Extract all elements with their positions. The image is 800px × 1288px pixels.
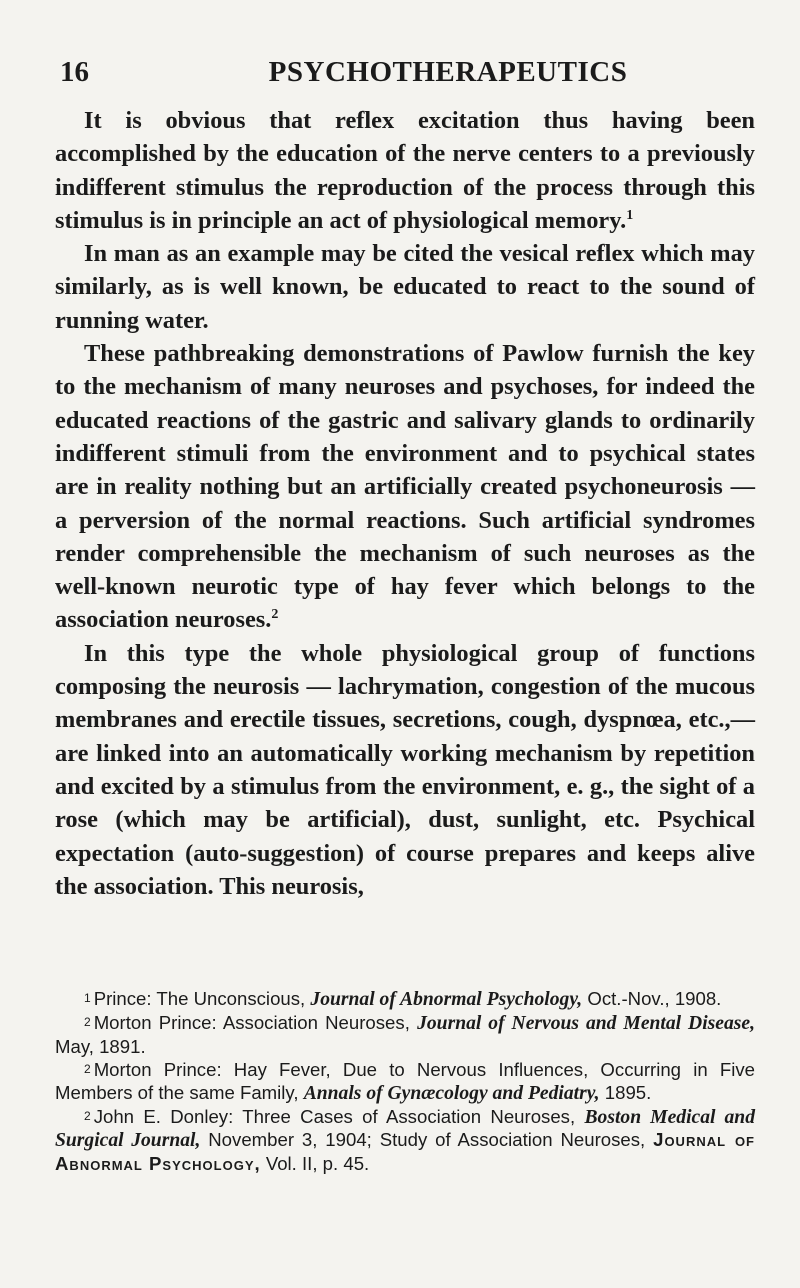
footnote-text: John E. Donley: Three Cases of Association Neuroses, xyxy=(93,1106,585,1128)
footnote xyxy=(55,1058,755,1105)
footnote-journal: Journal of Nervous and Mental Disease, xyxy=(417,1013,755,1035)
footnote-text: May, 1891. xyxy=(55,1035,146,1057)
footnote-text: Morton Prince: Association Neuroses, xyxy=(93,1012,418,1034)
footnotes xyxy=(55,987,755,1175)
paragraph xyxy=(55,337,755,637)
paragraph-text: It is obvious that reflex excitation thus having been accomplished by the education of the nerve centers to a previously indifferent stimulus the reproduction of the process through this stimulus is in principle an act of physiological memory. xyxy=(55,107,755,234)
footnote-text: Morton Prince: Hay Fever, Due to Nervous Influences, Occurring in Five Members of the same Family, xyxy=(55,1059,755,1103)
page-number: 16 xyxy=(60,56,89,88)
paragraph-text: These pathbreaking demonstrations of Pawlow furnish the key to the mechanism of many neuroses and psychoses, for indeed the educated reactions of the gastric and salivary glands to ordinarily indifferent stimuli from the environment and to psychical states are in reality nothing but an artificially created psychoneurosis — a perversion of the normal reactions. Such artificial syndromes render comprehensible the mechanism of such neuroses as the well-known neurotic type of hay fever which belongs to the association neuroses. xyxy=(55,340,755,634)
paragraph xyxy=(55,237,755,337)
footnote-text: November 3, 1904; Study of Association Neuroses, xyxy=(200,1129,654,1151)
footnote-ref: 1 xyxy=(626,207,634,223)
footnote-text: Vol. II, p. 45. xyxy=(260,1152,370,1174)
footnote-journal: Annals of Gynæcology and Pediatry, xyxy=(303,1082,600,1104)
paragraph-text: In man as an example may be cited the vesical reflex which may similarly, as is well known, be educated to react to the sound of running water. xyxy=(55,240,755,334)
footnote xyxy=(55,1011,755,1058)
footnote-text: Prince: The Unconscious, xyxy=(93,988,311,1009)
paragraph xyxy=(55,104,755,237)
footnote-journal: Boston Medical and Surgical Journal, xyxy=(55,1107,755,1152)
footnote-ref: 2 xyxy=(271,607,279,623)
footnote-text: 1895. xyxy=(599,1081,652,1103)
footnote-mark: 2 xyxy=(84,1109,91,1124)
paragraph-text: In this type the whole physiological group of functions composing the neurosis — lachrymation, congestion of the mucous membranes and erectile tissues, secretions, cough, dyspnœa, etc.,— are linked into an automatically working mechanism by repetition and excited by a stimulus from the environment, e. g., the sight of a rose (which may be artificial), dust, sunlight, etc. Psychical expectation (auto-suggestion) of course prepares and keeps alive the association. This neurosis, xyxy=(55,639,755,900)
footnote-mark: 2 xyxy=(84,1015,91,1030)
footnote-mark: 1 xyxy=(84,991,91,1005)
running-title: PSYCHOTHERAPEUTICS xyxy=(268,56,628,88)
footnote-text: Oct.-Nov., 1908. xyxy=(582,988,722,1009)
paragraph xyxy=(55,637,755,903)
page-header xyxy=(60,56,760,96)
footnote xyxy=(55,987,755,1011)
footnote xyxy=(55,1105,755,1175)
footnote-mark: 2 xyxy=(84,1062,91,1077)
body-text xyxy=(55,104,755,903)
footnote-journal: Journal of Abnormal Psychology, xyxy=(310,989,583,1010)
footnote-journal-smallcaps: Journal of Abnormal Psychology, xyxy=(55,1129,755,1174)
